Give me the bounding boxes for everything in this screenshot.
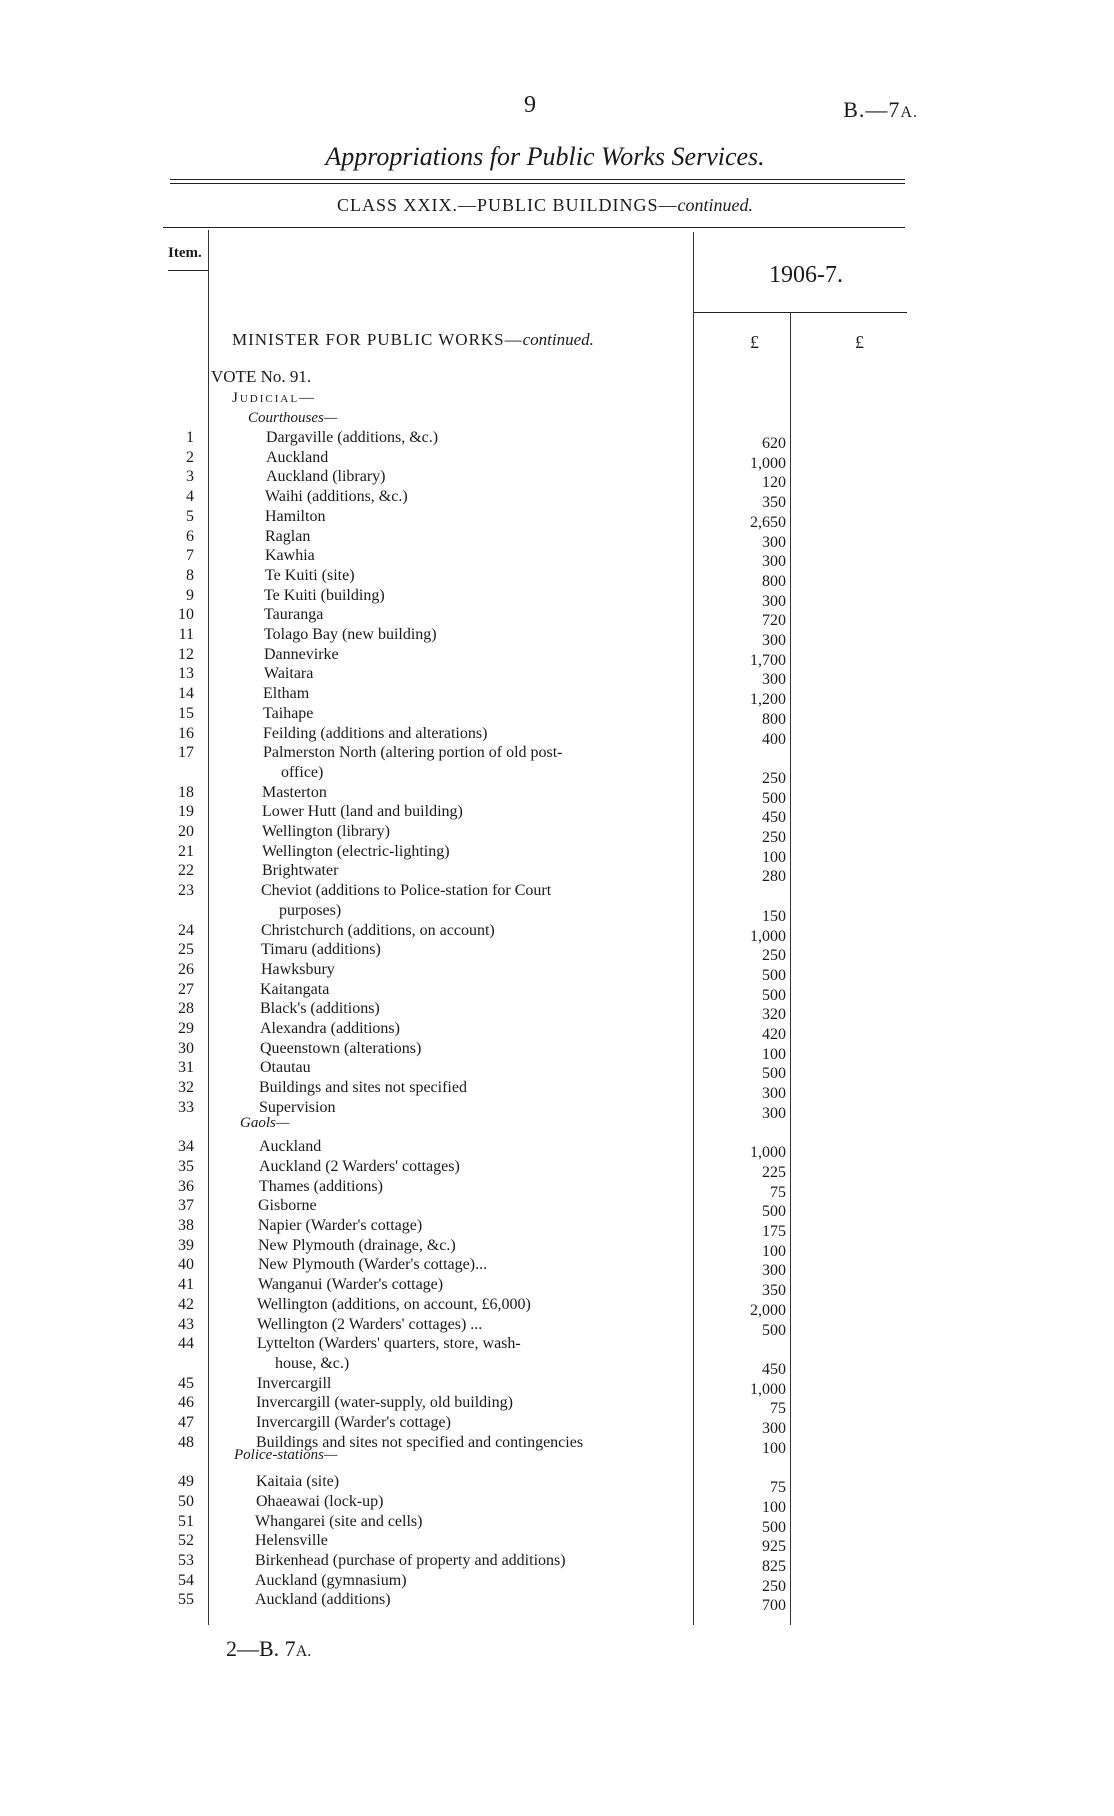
item-description: Ohaeawai (lock-up) — [256, 1492, 384, 1510]
table-row — [0, 448, 1114, 472]
item-description: Waihi (additions, &c.) — [265, 488, 408, 506]
item-description: Wellington (library) — [262, 823, 391, 840]
item-number: 47 — [178, 1414, 194, 1431]
table-row — [0, 1413, 1114, 1437]
item-amount: 500 — [762, 1065, 786, 1083]
item-description: Lower Hutt (land and building) — [262, 803, 463, 821]
item-number: 22 — [178, 862, 194, 880]
table-row — [0, 1334, 1114, 1354]
table-row — [0, 1058, 1114, 1083]
item-amount: 400 — [762, 730, 786, 748]
item-description: Buildings and sites not specified — [259, 1079, 467, 1097]
item-amount: 300 — [762, 671, 786, 689]
table-row — [0, 467, 1114, 492]
item-amount: 300 — [762, 1085, 786, 1103]
table-row — [0, 1590, 1114, 1615]
item-description: Wanganui (Warder's cottage) — [258, 1276, 444, 1294]
table-row — [0, 802, 1114, 827]
item-number: 43 — [178, 1315, 194, 1333]
table-row — [0, 1216, 1114, 1240]
table-row — [0, 861, 1114, 886]
item-description: Te Kuiti (site) — [265, 566, 355, 584]
item-number: 27 — [178, 980, 194, 998]
table-row — [0, 1177, 1114, 1201]
item-amount: 1,000 — [750, 1144, 786, 1162]
item-number: 2 — [186, 448, 194, 466]
item-amount: 500 — [762, 789, 786, 807]
item-description: Supervision — [259, 1098, 336, 1116]
doc-ref-main: B.—7 — [843, 97, 901, 122]
item-description: Queenstown (alterations) — [260, 1039, 422, 1057]
item-amount: 300 — [762, 1420, 786, 1437]
item-number: 41 — [178, 1276, 194, 1294]
table-row — [0, 1295, 1114, 1319]
item-number: 50 — [178, 1492, 194, 1510]
item-number: 20 — [178, 823, 194, 840]
table-row — [0, 605, 1114, 630]
table-row — [0, 645, 1114, 669]
item-description: Taihape — [263, 704, 314, 722]
item-description: Timaru (additions) — [261, 941, 381, 959]
item-amount: 300 — [762, 533, 786, 551]
table-row — [0, 822, 1114, 846]
table-row — [0, 1157, 1114, 1181]
item-number: 34 — [178, 1138, 194, 1156]
item-description: Hawksbury — [261, 960, 335, 978]
table-row — [0, 1137, 1114, 1162]
item-number: 30 — [178, 1039, 194, 1057]
item-description: New Plymouth (Warder's cottage)... — [258, 1256, 488, 1274]
table-row — [0, 940, 1114, 965]
item-amount: 350 — [762, 1282, 786, 1300]
item-number: 45 — [178, 1374, 194, 1392]
table-row — [0, 724, 1114, 748]
item-description: New Plymouth (drainage, &c.) — [258, 1236, 456, 1254]
item-description: Thames (additions) — [259, 1177, 383, 1195]
subheading-police-stations: Police-stations— — [234, 1447, 338, 1463]
table-row — [0, 960, 1114, 984]
item-number: 1 — [186, 429, 194, 446]
item-amount: 700 — [762, 1597, 786, 1615]
table-row — [0, 1039, 1114, 1063]
item-amount: 825 — [762, 1557, 786, 1575]
item-amount: 500 — [762, 986, 786, 1004]
item-description: Dargaville (additions, &c.) — [266, 429, 439, 446]
item-amount: 1,000 — [750, 454, 786, 472]
subheading-gaols: Gaols— — [240, 1115, 290, 1131]
item-amount: 300 — [762, 632, 786, 649]
table-row — [0, 566, 1114, 590]
item-amount: 925 — [762, 1538, 786, 1556]
item-description: Kaitaia (site) — [256, 1473, 340, 1491]
table-row — [0, 1315, 1114, 1339]
table-row — [0, 1255, 1114, 1280]
item-amount: 120 — [762, 474, 786, 492]
item-number: 19 — [178, 803, 194, 821]
item-number: 28 — [178, 1000, 194, 1018]
item-amount: 100 — [762, 1439, 786, 1457]
item-column-header: Item. — [168, 245, 202, 261]
footer-signature-main: 2—B. 7 — [226, 1636, 296, 1661]
item-number: 17 — [178, 744, 194, 762]
table-row — [0, 1393, 1114, 1418]
table-row — [0, 586, 1114, 610]
table-row — [0, 783, 1114, 807]
table-row — [0, 1531, 1114, 1556]
item-number: 13 — [178, 665, 194, 683]
table-row — [0, 921, 1114, 945]
item-description: Te Kuiti (building) — [264, 586, 385, 604]
table-row — [0, 546, 1114, 571]
item-amount: 320 — [762, 1006, 786, 1024]
page-title: Appropriations for Public Works Services. — [325, 142, 765, 171]
item-amount: 1,200 — [750, 691, 786, 709]
item-number: 23 — [178, 882, 194, 900]
item-number: 5 — [186, 507, 194, 525]
item-number: 46 — [178, 1394, 194, 1412]
item-amount: 300 — [762, 592, 786, 610]
item-number: 10 — [178, 606, 194, 624]
table-row — [0, 980, 1114, 1004]
item-number: 51 — [178, 1512, 194, 1530]
item-description: Brightwater — [262, 862, 339, 880]
item-description: Gisborne — [258, 1197, 317, 1215]
item-number: 9 — [186, 586, 194, 604]
item-amount: 420 — [762, 1026, 786, 1043]
item-number: 37 — [178, 1197, 194, 1215]
item-description: Auckland — [259, 1138, 322, 1156]
item-number: 31 — [178, 1059, 194, 1077]
item-amount: 175 — [762, 1223, 786, 1240]
item-description: Kawhia — [265, 547, 315, 565]
item-description: Whangarei (site and cells) — [255, 1512, 423, 1530]
item-number: 4 — [186, 488, 194, 506]
item-amount: 800 — [762, 572, 786, 590]
table-row — [0, 704, 1114, 728]
item-number: 54 — [178, 1571, 194, 1589]
table-row — [0, 625, 1114, 649]
item-amount: 620 — [762, 435, 786, 452]
item-description: Auckland (additions) — [255, 1591, 391, 1609]
item-number: 6 — [186, 527, 194, 545]
item-amount: 500 — [762, 1203, 786, 1221]
item-description: Palmerston North (altering portion of old post- — [263, 744, 563, 762]
table-row — [0, 1354, 1114, 1378]
item-description: Auckland (library) — [266, 468, 386, 486]
item-description: Eltham — [263, 685, 310, 703]
item-number: 11 — [178, 626, 194, 643]
item-amount: 500 — [762, 1321, 786, 1339]
item-amount: 300 — [762, 553, 786, 571]
item-number: 55 — [178, 1591, 194, 1609]
item-number: 12 — [178, 645, 194, 663]
item-description: Feilding (additions and alterations) — [263, 724, 488, 742]
item-number: 48 — [178, 1433, 194, 1451]
item-description: Alexandra (additions) — [260, 1020, 400, 1037]
table-row — [0, 1098, 1114, 1122]
subheading-courthouses: Courthouses— — [248, 410, 338, 426]
minister-heading-suffix: continued. — [522, 330, 594, 349]
item-description: Waitara — [264, 665, 314, 683]
item-description: Buildings and sites not specified and contingencies — [256, 1433, 584, 1451]
item-description: Tolago Bay (new building) — [264, 626, 437, 643]
item-number: 25 — [178, 941, 194, 959]
item-description: Otautau — [260, 1059, 311, 1077]
item-amount: 2,650 — [750, 513, 786, 531]
item-number: 14 — [178, 685, 194, 703]
table-row — [0, 743, 1114, 763]
table-row — [0, 1512, 1114, 1536]
item-amount: 150 — [762, 907, 786, 925]
table-row — [0, 1571, 1114, 1595]
item-description: Kaitangata — [260, 980, 330, 998]
item-description: house, &c.) — [275, 1354, 350, 1372]
item-amount: 75 — [770, 1183, 786, 1201]
table-row — [0, 842, 1114, 866]
item-number: 29 — [178, 1020, 194, 1037]
item-description: Invercargill — [257, 1374, 332, 1392]
item-description: purposes) — [279, 901, 342, 919]
section-judicial: Judicial— — [232, 390, 317, 406]
item-number: 35 — [178, 1157, 194, 1175]
item-number: 53 — [178, 1551, 194, 1569]
item-number: 8 — [186, 566, 194, 584]
table-row — [0, 428, 1114, 452]
item-amount: 350 — [762, 494, 786, 512]
table-row — [0, 1551, 1114, 1575]
table-row — [0, 1374, 1114, 1398]
year-column-header: 1906-7. — [769, 262, 843, 288]
item-description: Napier (Warder's cottage) — [258, 1217, 423, 1234]
table-row — [0, 1019, 1114, 1043]
item-number: 49 — [178, 1473, 194, 1491]
item-description: office) — [281, 763, 324, 781]
item-description: Wellington (2 Warders' cottages) ... — [257, 1315, 483, 1333]
item-description: Wellington (electric-lighting) — [262, 842, 450, 860]
class-title-main: CLASS XXIX.—PUBLIC BUILDINGS— — [336, 195, 678, 215]
item-description: Invercargill (water-supply, old building) — [256, 1394, 513, 1412]
item-description: Lyttelton (Warders' quarters, store, wash- — [257, 1335, 521, 1353]
item-number: 33 — [178, 1098, 194, 1116]
currency-symbol-1: £ — [750, 332, 759, 352]
item-number: 15 — [178, 704, 194, 722]
table-row — [0, 527, 1114, 551]
item-amount: 75 — [770, 1400, 786, 1418]
item-description: Christchurch (additions, on account) — [261, 921, 495, 939]
currency-symbol-2: £ — [855, 332, 864, 352]
item-description: Cheviot (additions to Police-station for Court — [261, 882, 552, 900]
item-amount: 1,000 — [750, 1380, 786, 1398]
item-number: 24 — [178, 921, 194, 939]
doc-ref-suffix: A. — [900, 104, 918, 121]
item-number: 16 — [178, 724, 194, 742]
item-amount: 225 — [762, 1163, 786, 1181]
item-amount: 500 — [762, 966, 786, 984]
item-amount: 1,000 — [750, 927, 786, 945]
footer-signature — [226, 1636, 311, 1662]
table-row — [0, 881, 1114, 901]
item-amount: 250 — [762, 1577, 786, 1595]
item-number: 36 — [178, 1177, 194, 1195]
item-description: Dannevirke — [264, 645, 339, 663]
item-number: 44 — [178, 1335, 194, 1353]
item-description: Raglan — [265, 527, 311, 545]
item-description: Tauranga — [264, 606, 324, 624]
item-number: 52 — [178, 1532, 194, 1550]
page-number: 9 — [524, 92, 536, 118]
table-row — [0, 664, 1114, 689]
item-amount: 1,700 — [750, 651, 786, 669]
item-amount: 500 — [762, 1518, 786, 1536]
minister-heading-main: MINISTER FOR PUBLIC WORKS— — [232, 330, 523, 349]
item-number: 42 — [178, 1295, 194, 1313]
item-amount: 280 — [762, 868, 786, 886]
table-row — [0, 1472, 1114, 1497]
table-row — [0, 1275, 1114, 1300]
table-row — [0, 684, 1114, 709]
item-number: 18 — [178, 783, 194, 801]
item-amount: 100 — [762, 1498, 786, 1516]
table-row — [0, 901, 1114, 925]
vote-number: VOTE No. 91. — [211, 367, 312, 386]
table-row — [0, 1236, 1114, 1260]
item-description: Auckland (gymnasium) — [255, 1571, 407, 1589]
item-amount: 800 — [762, 710, 786, 728]
item-amount: 300 — [762, 1104, 786, 1122]
item-description: Black's (additions) — [260, 1000, 380, 1018]
table-row — [0, 763, 1114, 787]
item-description: Wellington (additions, on account, £6,000) — [257, 1295, 531, 1313]
item-number: 26 — [178, 960, 194, 978]
table-row — [0, 999, 1114, 1024]
item-amount: 100 — [762, 1242, 786, 1260]
table-row — [0, 487, 1114, 512]
item-amount: 100 — [762, 848, 786, 866]
table-row — [0, 1196, 1114, 1221]
table-row — [0, 507, 1114, 531]
item-amount: 450 — [762, 809, 786, 827]
item-description: Invercargill (Warder's cottage) — [256, 1414, 451, 1431]
item-amount: 250 — [762, 829, 786, 846]
item-number: 3 — [186, 468, 194, 486]
table-row — [0, 1492, 1114, 1516]
table-row — [0, 1078, 1114, 1103]
item-amount: 250 — [762, 769, 786, 787]
item-description: Masterton — [262, 783, 327, 801]
item-amount: 75 — [770, 1479, 786, 1497]
item-number: 38 — [178, 1217, 194, 1234]
item-description: Auckland — [266, 448, 329, 466]
item-amount: 2,000 — [750, 1301, 786, 1319]
item-number: 40 — [178, 1256, 194, 1274]
item-description: Birkenhead (purchase of property and additions) — [255, 1551, 566, 1569]
item-description: Hamilton — [265, 507, 326, 525]
class-title-suffix: continued. — [677, 195, 753, 215]
item-description: Helensville — [255, 1532, 328, 1550]
item-number: 32 — [178, 1079, 194, 1097]
item-description: Auckland (2 Warders' cottages) — [259, 1157, 460, 1175]
footer-signature-suffix: A. — [295, 1643, 312, 1660]
item-number: 21 — [178, 842, 194, 860]
item-amount: 720 — [762, 612, 786, 630]
item-number: 7 — [186, 547, 194, 565]
item-amount: 300 — [762, 1262, 786, 1280]
item-amount: 250 — [762, 947, 786, 965]
item-amount: 450 — [762, 1360, 786, 1378]
item-number: 39 — [178, 1236, 194, 1254]
item-amount: 100 — [762, 1045, 786, 1063]
